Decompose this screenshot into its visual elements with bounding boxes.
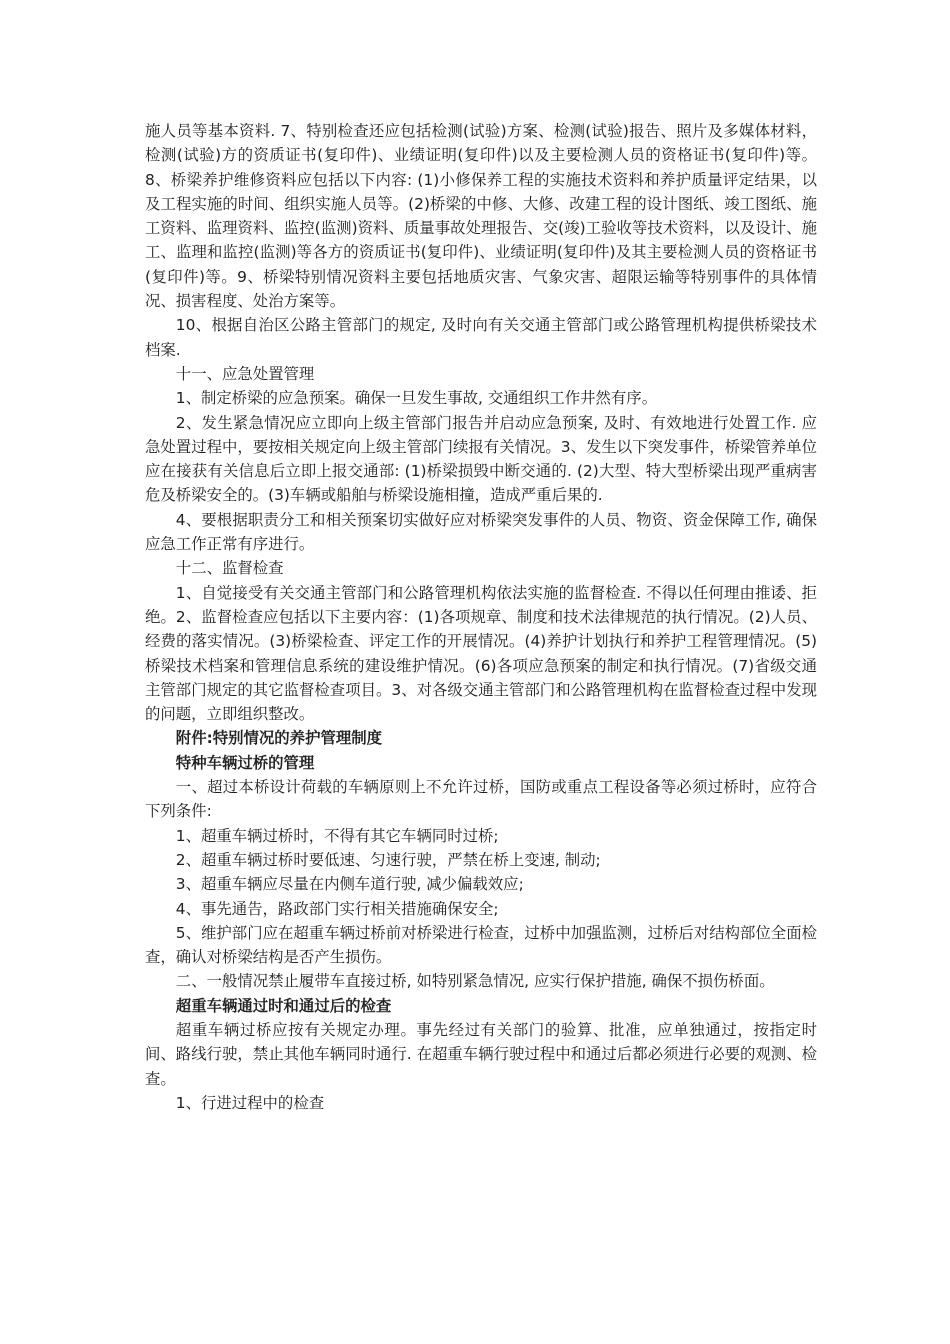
section-heading-supervision: 十二、监督检查 <box>175 559 284 578</box>
list-item-in-progress-inspection: 1、行进过程中的检查 <box>175 1093 325 1112</box>
paragraph-archive-content: 施人员等基本资料. 7、特别检查还应包括检测(试验)方案、检测(试验)报告、照片及多媒体材料，检测(试验)方的资质证书(复印件)、业绩证明(复印件)以及主要检测人员的资格证书(复印件)等。8、桥梁养护维修资料应包括以下内容: (1)小修保养工程的实施技术资料和养护质量评定结果，以及工程实施的时间、组织实施人员等。(2)桥梁的中修、大修、改建工程的设计图纸、竣工图纸、施工资料、监理资料、监控(监测)资料、质量事故处理报告、交(竣)工验收等技术资料，以及设计、施工、监理和监控(监测)等各方的资质证书(复印件)、业绩证明(复印件)及其主要检测人员的资格证书(复印件)等。9、桥梁特别情况资料主要包括地质灾害、气象灾害、超限运输等特别事件的具体情况、损害程度、处治方案等。 <box>145 122 817 311</box>
paragraph-emergency-2: 2、发生紧急情况应立即向上级主管部门报告并启动应急预案, 及时、有效地进行处置工作. 应急处置过程中，要按相关规定向上级主管部门续报有关情况。3、发生以下突发事件，桥梁管养单位应在接获有关信息后立即上报交通部: (1)桥梁损毁中断交通的. (2)大型、特大型桥梁出现严重病害危及桥梁安全的。(3)车辆或船舶与桥梁设施相撞，造成严重后果的. <box>145 413 817 505</box>
section-heading-emergency: 十一、应急处置管理 <box>175 364 315 383</box>
paragraph-item-10: 10、根据自治区公路主管部门的规定, 及时向有关交通主管部门或公路管理机构提供桥梁技术档案. <box>145 316 817 359</box>
paragraph-overweight-rule: 一、超过本桥设计荷载的车辆原则上不允许过桥，国防或重点工程设备等必须过桥时，应符合下列条件: <box>145 778 817 821</box>
subheading-special-vehicles: 特种车辆过桥的管理 <box>175 753 315 772</box>
list-item-condition-1: 1、超重车辆过桥时，不得有其它车辆同时过桥; <box>175 826 499 845</box>
paragraph-emergency-1: 1、制定桥梁的应急预案。确保一旦发生事故, 交通组织工作井然有序。 <box>175 389 658 408</box>
list-item-condition-5: 5、维护部门应在超重车辆过桥前对桥梁进行检查，过桥中加强监测，过桥后对结构部位全面检查，确认对桥梁结构是否产生损伤。 <box>145 923 817 967</box>
paragraph-tracked-vehicles: 二、一般情况禁止履带车直接过桥, 如特别紧急情况, 应实行保护措施, 确保不损伤桥面。 <box>175 972 775 991</box>
list-item-condition-3: 3、超重车辆应尽量在内侧车道行驶, 减少偏载效应; <box>175 875 524 894</box>
appendix-heading: 附件:特别情况的养护管理制度 <box>175 729 383 748</box>
document-page <box>145 119 817 1115</box>
paragraph-inspection: 超重车辆过桥应按有关规定办理。事先经过有关部门的验算、批准，应单独通过，按指定时间、路线行驶，禁止其他车辆同时通行. 在超重车辆行驶过程中和通过后都必须进行必要的观测、检查。 <box>145 1020 817 1088</box>
list-item-condition-4: 4、事先通告，路政部门实行相关措施确保安全; <box>175 899 499 918</box>
paragraph-supervision: 1、自觉接受有关交通主管部门和公路管理机构依法实施的监督检查. 不得以任何理由推诿、拒绝。2、监督检查应包括以下主要内容：(1)各项规章、制度和技术法律规范的执行情况。(2)人员、经费的落实情况。(3)桥梁检查、评定工作的开展情况。(4)养护计划执行和养护工程管理情况。(5)桥梁技术档案和管理信息系统的建设维护情况。(6)各项应急预案的制定和执行情况。(7)省级交通主管部门规定的其它监督检查项目。3、对各级交通主管部门和公路管理机构在监督检查过程中发现的问题，立即组织整改。 <box>145 583 817 724</box>
subheading-inspection: 超重车辆通过时和通过后的检查 <box>175 996 392 1015</box>
paragraph-emergency-4: 4、要根据职责分工和相关预案切实做好应对桥梁突发事件的人员、物资、资金保障工作, 确保应急工作正常有序进行。 <box>145 510 817 554</box>
list-item-condition-2: 2、超重车辆过桥时要低速、匀速行驶，严禁在桥上变速, 制动; <box>175 850 601 869</box>
